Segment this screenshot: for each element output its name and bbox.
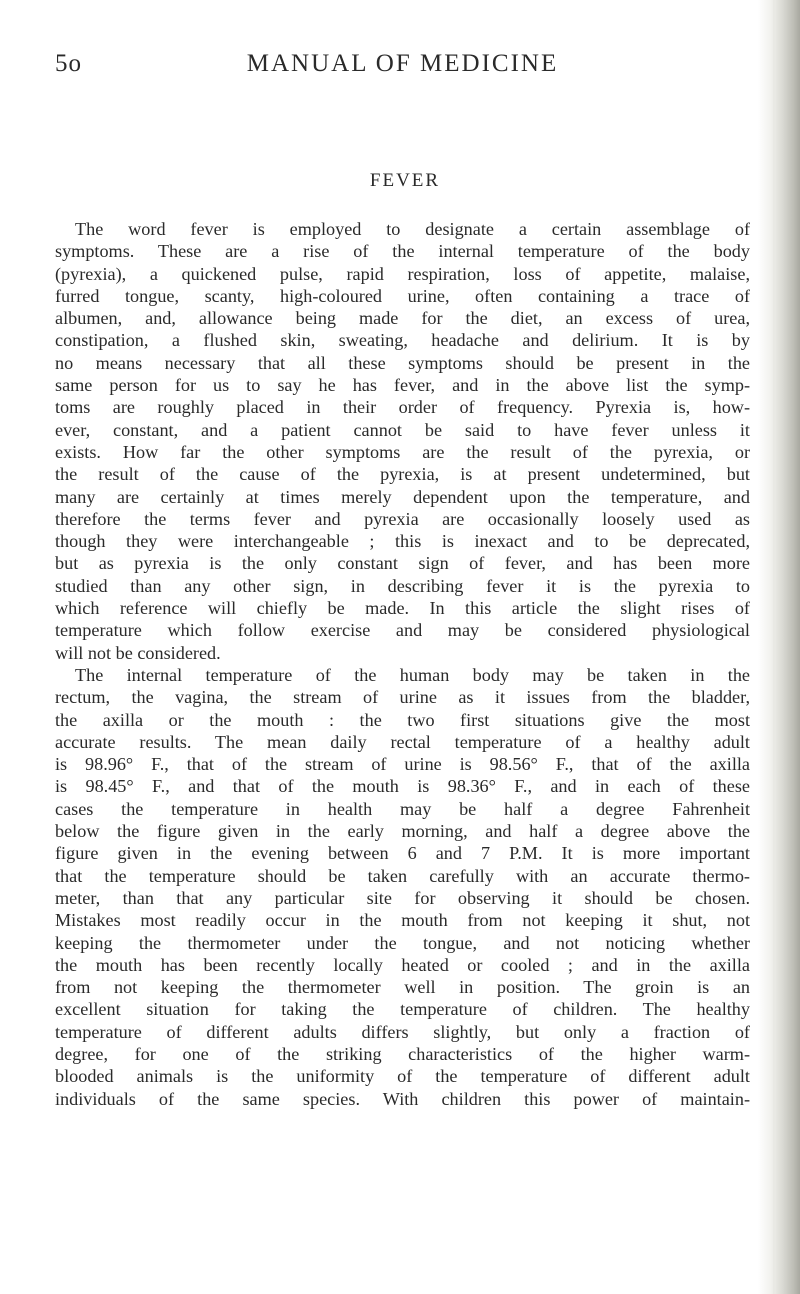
running-title: MANUAL OF MEDICINE (246, 50, 559, 77)
text-line: constipation, a flushed skin, sweating, headache and delirium. It is by (55, 330, 750, 351)
text-line: the axilla or the mouth : the two first situations give the most (55, 709, 750, 730)
text-line: toms are roughly placed in their order of frequency. Pyrexia is, how- (55, 397, 750, 418)
text-line: is 98.96° F., that of the stream of urine is 98.56° F., that of the axilla (55, 754, 750, 775)
text-line: the mouth has been recently locally heated or cooled ; and in the axilla (55, 954, 750, 975)
text-line: excellent situation for taking the temperature of children. The healthy (55, 999, 750, 1020)
text-line: temperature which follow exercise and may be considered physiological (55, 620, 750, 641)
page-fold-line (773, 0, 776, 1294)
text-line: The internal temperature of the human body may be taken in the (75, 664, 750, 685)
text-line: albumen, and, allowance being made for the diet, an excess of urea, (55, 308, 750, 329)
text-line: many are certainly at times merely dependent upon the temperature, and (55, 486, 750, 507)
text-line: Mistakes most readily occur in the mouth from not keeping it shut, not (55, 910, 750, 931)
body-text (55, 218, 750, 1110)
text-line: but as pyrexia is the only constant sign of fever, and has been more (55, 553, 750, 574)
text-line: figure given in the evening between 6 and 7 P.M. It is more important (55, 843, 750, 864)
running-head (55, 50, 750, 90)
text-line: studied than any other sign, in describing fever it is the pyrexia to (55, 575, 750, 596)
text-line: therefore the terms fever and pyrexia are occasionally loosely used as (55, 508, 750, 529)
text-line: symptoms. These are a rise of the internal temperature of the body (55, 241, 750, 262)
section-heading: FEVER (369, 170, 441, 191)
text-line: ever, constant, and a patient cannot be said to have fever unless it (55, 419, 750, 440)
text-line: that the temperature should be taken carefully with an accurate thermo- (55, 865, 750, 886)
text-line: accurate results. The mean daily rectal temperature of a healthy adult (55, 731, 750, 752)
text-line: will not be considered. (55, 642, 221, 663)
text-line: furred tongue, scanty, high-coloured urine, often containing a trace of (55, 285, 750, 306)
text-line: blooded animals is the uniformity of the temperature of different adult (55, 1066, 750, 1087)
text-line: cases the temperature in health may be half a degree Fahrenheit (55, 798, 750, 819)
text-line: meter, than that any particular site for observing it should be chosen. (55, 887, 750, 908)
text-line: degree, for one of the striking characteristics of the higher warm- (55, 1043, 750, 1064)
text-line: (pyrexia), a quickened pulse, rapid respiration, loss of appetite, malaise, (55, 263, 750, 284)
text-line: same person for us to say he has fever, and in the above list the symp- (55, 375, 750, 396)
text-line: though they were interchangeable ; this is inexact and to be deprecated, (55, 531, 750, 552)
text-line: keeping the thermometer under the tongue, and not noticing whether (55, 932, 750, 953)
text-line: from not keeping the thermometer well in position. The groin is an (55, 977, 750, 998)
text-line: below the figure given in the early morning, and half a degree above the (55, 821, 750, 842)
page-number: 5o (55, 50, 82, 77)
text-line: The word fever is employed to designate a certain assemblage of (75, 219, 750, 239)
text-line: individuals of the same species. With children this power of maintain- (55, 1088, 750, 1109)
text-line: which reference will chiefly be made. In this article the slight rises of (55, 598, 750, 619)
text-line: is 98.45° F., and that of the mouth is 98.36° F., and in each of these (55, 776, 750, 797)
text-line: the result of the cause of the pyrexia, is at present undetermined, but (55, 464, 750, 485)
text-line: exists. How far the other symptoms are the result of the pyrexia, or (55, 441, 750, 462)
text-line: rectum, the vagina, the stream of urine as it issues from the bladder, (55, 687, 750, 708)
text-line: temperature of different adults differs slightly, but only a fraction of (55, 1021, 750, 1042)
page-gutter-shadow (758, 0, 800, 1294)
text-line: no means necessary that all these symptoms should be present in the (55, 352, 750, 373)
